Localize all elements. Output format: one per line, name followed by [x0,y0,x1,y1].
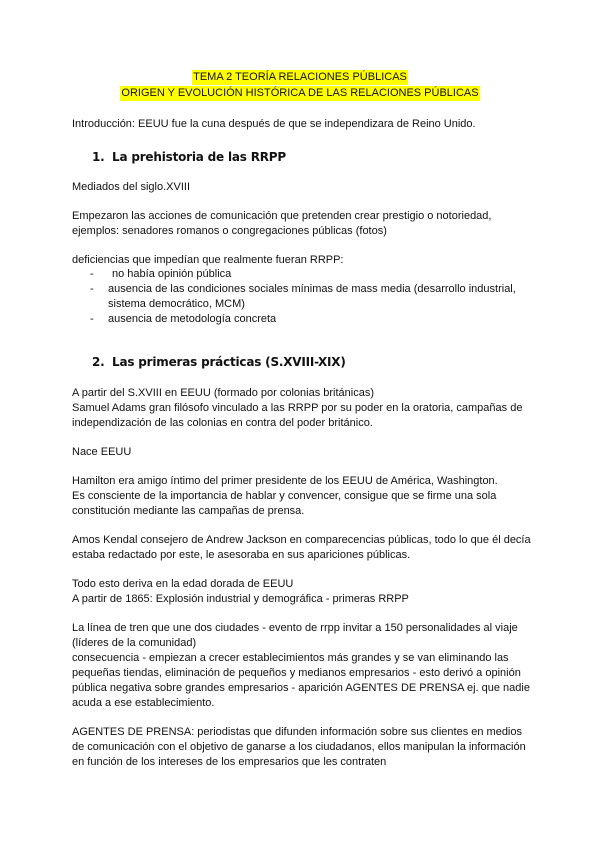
section-1-heading [92,150,286,165]
intro-paragraph: Introducción: EEUU fue la cuna después de que se independizara de Reino Unido. [72,118,476,130]
paragraph-line: Hamilton era amigo íntimo del primer presidente de los EEUU de América, Washington. [72,475,498,487]
section-1-paragraph-3: deficiencias que impedían que realmente fueran RRPP: [72,254,344,266]
paragraph-line: A partir de 1865: Explosión industrial y demográfica - primeras RRPP [72,593,409,605]
title-line-1: TEMA 2 TEORÍA RELACIONES PÚBLICAS [193,71,407,83]
list-item: - no había opinión pública [90,267,530,282]
list-item: - ausencia de metodología concreta [90,312,530,327]
paragraph-line: ejemplos: senadores romanos o congregaciones públicas (fotos) [72,225,387,237]
list-item: - ausencia de las condiciones sociales mínimas de mass media (desarrollo industrial, sistema democrático, MCM) [90,282,530,312]
section-2-paragraph-6 [72,621,532,711]
document-title [0,70,600,101]
paragraph-line: Samuel Adams gran filósofo vinculado a las RRPP por su poder en la oratoria, campañas de independización de las colonias en contra del poder británico. [72,402,523,429]
section-2-paragraph-7: AGENTES DE PRENSA: periodistas que difunden información sobre sus clientes en medios de comunicación con el objetivo de ganarse a los ciudadanos, ellos manipulan la información en función de los intereses de los empresarios que les contraten [72,726,526,768]
paragraph-line: Es consciente de la importancia de hablar y convencer, consigue que se firme una sola constitución mediante las campañas de prensa. [72,490,497,517]
section-2-heading [92,355,346,370]
section-2-paragraph-5 [72,577,532,607]
section-1-heading-text: La prehistoria de las RRPP [112,150,286,164]
title-line-2: ORIGEN Y EVOLUCIÓN HISTÓRICA DE LAS RELACIONES PÚBLICAS [121,87,479,99]
section-2-paragraph-2: Nace EEUU [72,446,132,458]
section-1-paragraph-2 [72,209,532,239]
section-2-paragraph-3 [72,474,532,519]
section-2-paragraph-4: Amos Kendal consejero de Andrew Jackson en comparecencias públicas, todo lo que él decía estaba redactado por este, le asesoraba en sus apariciones públicas. [72,534,531,561]
paragraph-line: consecuencia - empiezan a crecer establecimientos más grandes y se van eliminando las pequeñas tiendas, eliminación de pequeños y medianos empresarios - esto derivó a opinión pública negativa sobre grandes empresarios - aparición AGENTES DE PRENSA ej. que nadie acuda a ese establecimiento. [72,652,530,709]
section-1-paragraph-1: Mediados del siglo.XVIII [72,181,191,193]
section-2-heading-text: Las primeras prácticas (S.XVIII-XIX) [112,355,346,369]
section-2-number: 2. [92,355,105,369]
paragraph-line: A partir del S.XVIII en EEUU (formado por colonias británicas) [72,387,375,399]
paragraph-line: Empezaron las acciones de comunicación que pretenden crear prestigio o notoriedad, [72,210,492,222]
deficiencies-list [90,267,530,327]
paragraph-line: Todo esto deriva en la edad dorada de EEUU [72,578,294,590]
section-2-paragraph-1 [72,386,532,431]
section-1-number: 1. [92,150,105,164]
paragraph-line: La línea de tren que une dos ciudades - evento de rrpp invitar a 150 personalidades al viaje (líderes de la comunidad) [72,622,518,649]
